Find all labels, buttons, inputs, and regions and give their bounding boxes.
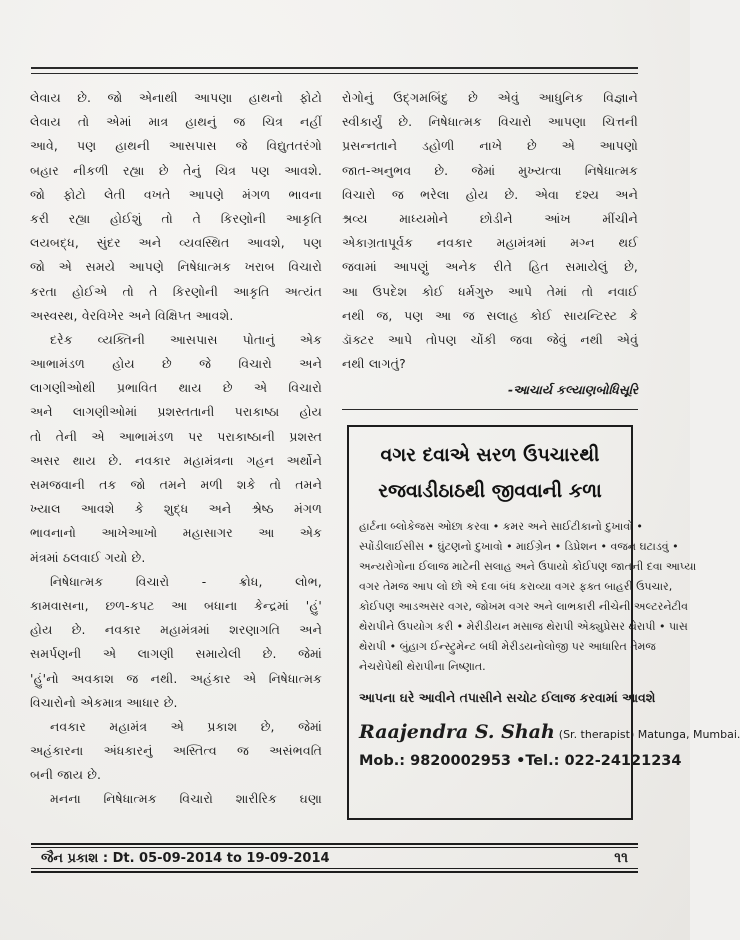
- therapist-role: (Sr. therapist) Matunga, Mumbai.: [558, 728, 740, 741]
- footer-publication-title: જૈન પ્રકાશ : Dt. 05-09-2014 to 19-09-2014: [41, 850, 330, 866]
- ad-body-line: વગર તેમજ આપ લો છો એ દવા બંધ કરાવ્યા વગર ફક્ત બાહરી ઉપચાર,: [359, 580, 673, 593]
- text-line: સમજવાની તક જો તમને મળી શકે તો તમને: [30, 477, 322, 492]
- therapist-name: Raajendra S. Shah: [359, 721, 555, 743]
- ad-body-line: હાર્ટના બ્લોકેજસ ઓછા કરવા • કમર અને સાઈટીકાનો દુખાવો •: [359, 520, 643, 533]
- text-line: જો ફોટો લેતી વખતે આપણે મંગળ ભાવના: [30, 186, 322, 202]
- text-line: અસ્વસ્થ, વેરવિખેર અને વિક્ષિપ્ત આવશે.: [30, 307, 234, 323]
- text-line: સમર્પણની એ લાગણી સમાયેલી છે. જેમાં: [30, 646, 322, 662]
- text-line: ભાવનાનો આખેઆખો મહાસાગર આ એક: [30, 525, 322, 541]
- text-line: મનના નિષેધાત્મક વિચારો શારીરિક ઘણા: [50, 791, 322, 807]
- text-line: હોય છે. નવકાર મહામંત્રમાં શરણાગતિ અને: [30, 622, 322, 638]
- text-line: જાત-અનુભવ છે. જેમાં મુખ્યત્વા નિષેધાત્મક: [342, 162, 638, 178]
- text-line: મંત્રમાં ઠલવાઈ ગયો છે.: [30, 549, 146, 565]
- ad-subheadline: રજવાડીઠાઠથી જીવવાની કળા: [378, 480, 602, 502]
- text-line: કરી રહ્યા હોઈશું તો તે કિરણોની આકૃતિ: [30, 210, 322, 226]
- text-line: કામવાસના, છળ-કપટ આ બધાના કેન્દ્રમાં 'હું': [30, 597, 322, 613]
- page-footer: [31, 843, 638, 873]
- ad-headline: વગર દવાએ સરળ ઉપચારથી: [380, 444, 600, 466]
- text-line: આભામંડળ હોય છે જે વિચારો અને: [30, 356, 322, 372]
- therapy-advertisement: [347, 425, 740, 820]
- article-right-column: [342, 86, 638, 376]
- ad-contact-name: [359, 721, 740, 743]
- text-line: નથી જ, પણ આ જ સલાહ કોઈ સાયન્ટિસ્ટ કે: [342, 307, 638, 323]
- column-divider-rule: [342, 409, 638, 410]
- text-line: પ્રસન્નતાને ડહોળી નાખે છે એ આપણો: [342, 138, 638, 154]
- text-line: વિચારો જ ભરેલા હોય છે. એવા દશ્ય અને: [342, 186, 638, 202]
- text-line: અહંકારના અંધકારનું અસ્તિત્વ જ અસંભવતિ: [30, 743, 322, 759]
- text-line: લેવાય છે. જો એનાથી આપણા હાથનો ફોટો: [30, 90, 322, 105]
- ad-body-line: નેચરોપેથી થેરાપીના નિષ્ણાત.: [359, 660, 486, 673]
- text-line: આવે, પણ હાથની આસપાસ જે વિદ્યુતતરંગો: [30, 138, 322, 154]
- text-line: વિચારોનો એકમાત્ર આધાર છે.: [30, 694, 178, 710]
- text-line: તો તેની એ આભામંડળ પર પરાકાષ્ઠાની પ્રશસ્ત: [30, 428, 322, 444]
- text-line: બની જાય છે.: [30, 767, 102, 783]
- text-line: સ્વીકાર્યું છે. નિષેધાત્મક વિચારો આપણા ચિત્તની: [342, 114, 638, 130]
- ad-call-to-action: આપના ઘરે આવીને તપાસીને સચોટ ઈલાજ કરવામાં આવશે: [359, 690, 656, 705]
- text-line: અને લાગણીઓમાં પ્રશસ્તતાની પરાકાષ્ઠા હોય: [30, 404, 322, 420]
- text-line: નવકાર મહામંત્ર એ પ્રકાશ છે, જેમાં: [50, 718, 322, 734]
- text-line: એકાગ્રતાપૂર્વક નવકાર મહામંત્રમાં મગ્ન થઈ: [342, 235, 638, 251]
- ad-body-line: સ્પોંડીલાઈસીસ • ઘુંટણનો દુખાવો • માઈગ્રેન • ડિપ્રેશન • વજન ઘટાડવું •: [359, 540, 679, 553]
- text-line: ખ્યાલ આવશે કે શુદ્ધ અને શ્રેષ્ઠ મંગળ: [30, 501, 322, 517]
- text-line: બહાર નીકળી રહ્યા છે તેનું ચિત્ર પણ આવશે.: [30, 162, 322, 178]
- text-line: અસર થાય છે. નવકાર મહામંત્રના ગહન અર્થોને: [30, 452, 322, 468]
- ad-body-line: કોઈપણ આડઅસર વગર, જોખમ વગર અને લાભકારી નીચેની અલ્ટરનેટીવ: [359, 600, 688, 613]
- text-line: જો એ સમયે આપણે નિષેધાત્મક ખરાબ વિચારો: [30, 259, 322, 275]
- text-line: જવામાં આપણું અનેક રીતે હિત સમાયેલું છે,: [342, 259, 638, 275]
- article-left-column: [30, 86, 322, 812]
- author-signature: -આચાર્ય કલ્યાણબોધિસૂરિ: [507, 382, 638, 397]
- ad-body-line: અન્યરોગોના ઈલાજ માટેની સલાહ અને ઉપાયો કોઈપણ જાતની દવા આપ્યા: [359, 560, 697, 573]
- ad-body-line: થેરાપી • બુંહાગ ઈન્સ્ટ્રુમેન્ટ બધી મેરીડયનોલોજી પર આધારિત તેમજ: [359, 640, 656, 653]
- text-line: આ ઉપદેશ કોઈ ધર્મગુરુ આપે તેમાં તો નવાઈ: [342, 283, 638, 299]
- ad-body: [359, 517, 697, 677]
- text-line: લાગણીઓથી પ્રભાવિત થાય છે એ વિચારો: [30, 380, 322, 396]
- text-line: નથી લાગતું?: [342, 356, 406, 372]
- text-line: શ્રવ્ય માધ્યમોને છોડીને આંખ મીંચીને: [342, 210, 638, 226]
- text-line: લેવાય તો એમાં માત્ર હાથનું જ ચિત્ર નહીં: [30, 114, 322, 130]
- text-line: કરતા હોઈએ તો તે કિરણોની આકૃતિ અત્યંત: [30, 283, 322, 299]
- ad-phone-numbers: Mob.: 9820002953 •Tel.: 022-24121234: [359, 753, 682, 769]
- text-line: ડૉક્ટર આપે તોપણ ચોંકી જવા જેવું નથી એવું: [342, 331, 638, 347]
- text-line: રોગોનું ઉદ્ગમબિંદુ છે એવું આધુનિક વિજ્ઞાને: [342, 90, 638, 105]
- ad-body-line: થેરાપીને ઉપયોગ કરી • મેરીડીયન મસાજ થેરાપી એક્યુપ્રેસર થેરાપી • પાસ: [359, 620, 688, 633]
- text-line: નિષેધાત્મક વિચારો - ક્રોધ, લોભ,: [50, 573, 322, 589]
- text-line: 'હું'નો અવકાશ જ નથી. અહંકાર એ નિષેધાત્મક: [30, 670, 322, 686]
- text-line: લયબદ્ધ, સુંદર અને વ્યવસ્થિત આવશે, પણ: [30, 235, 322, 251]
- footer-page-number: ૧૧: [614, 850, 628, 866]
- text-line: દરેક વ્યક્તિની આસપાસ પોતાનું એક: [50, 331, 322, 347]
- top-rule: [31, 67, 638, 74]
